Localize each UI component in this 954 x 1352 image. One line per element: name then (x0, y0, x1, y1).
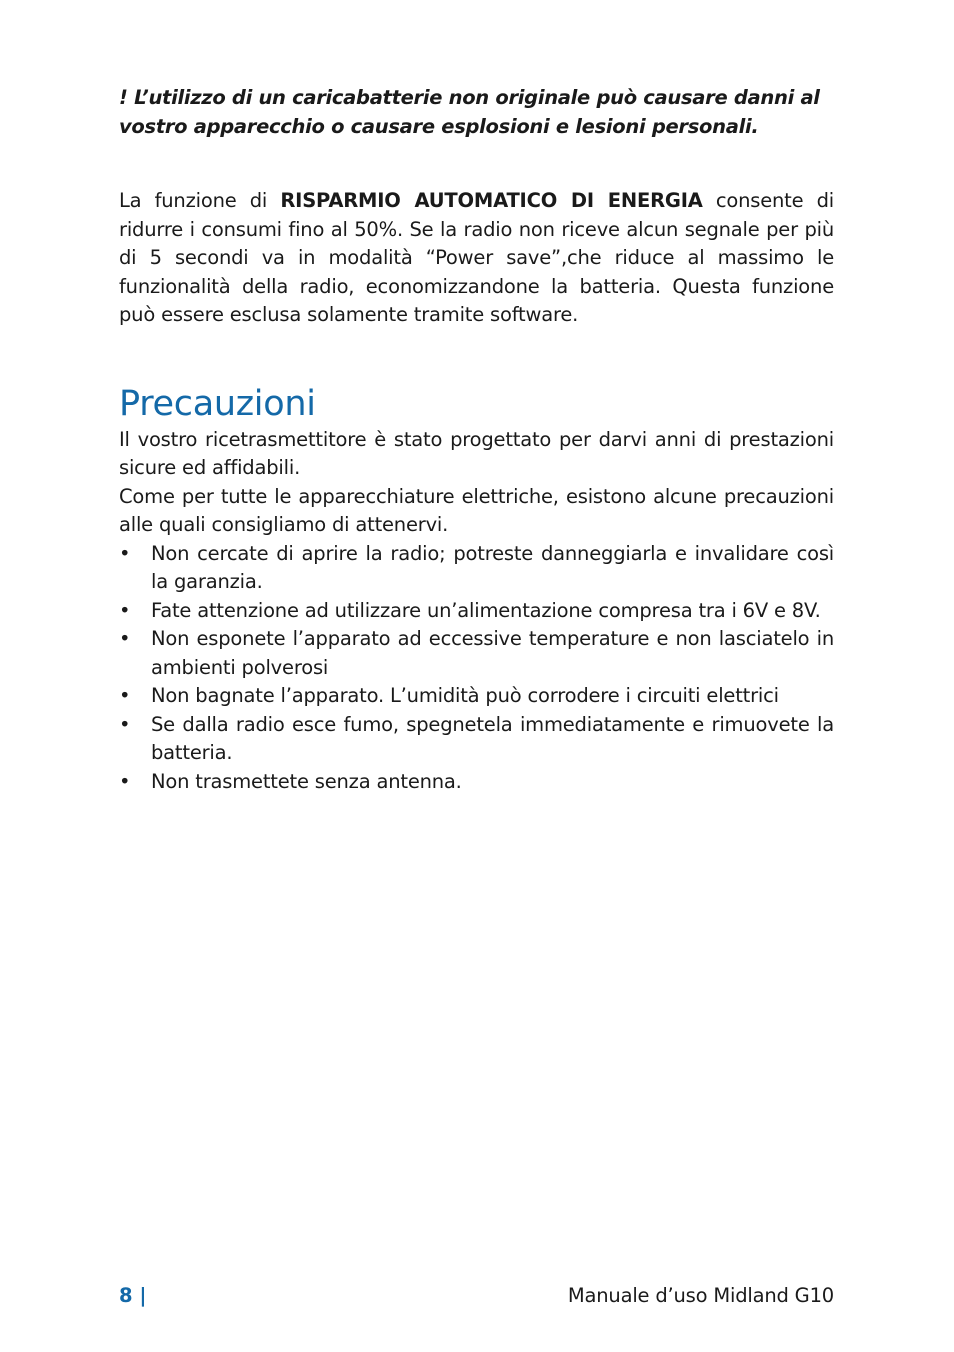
page-content (119, 84, 834, 796)
bullet-icon: • (119, 712, 131, 736)
list-item-text: Fate attenzione ad utilizzare un’alimentazione compresa tra i 6V e 8V. (151, 598, 821, 622)
bullet-icon: • (119, 541, 131, 565)
power-save-paragraph (119, 187, 834, 330)
list-item (119, 625, 834, 682)
intro-text-start: La funzione di (119, 189, 281, 212)
section-body (119, 426, 834, 797)
section-paragraph-1: Il vostro ricetrasmettitore è stato progettato per darvi anni di prestazioni sicure ed affidabili. (119, 427, 834, 479)
power-save-feature-name: RISPARMIO AUTOMATICO DI ENERGIA (280, 189, 703, 212)
page-number: 8 | (119, 1284, 147, 1307)
list-item (119, 597, 834, 626)
list-item-text: Non trasmettete senza antenna. (151, 769, 462, 793)
list-item-text: Se dalla radio esce fumo, spegnetela immediatamente e rimuovete la batteria. (151, 712, 834, 764)
list-item-text: Non esponete l’apparato ad eccessive temperature e non lasciatelo in ambienti polverosi (151, 627, 834, 679)
list-item (119, 682, 834, 711)
bullet-icon: • (119, 598, 131, 622)
intro-text-end: consente di ridurre i consumi fino al 50%. Se la radio non riceve alcun segnale per più di 5 secondi va in modalità “Power save”,che riduce al massimo le funzionalità della radio, economizzandone la batteria. Questa funzione può essere esclusa solamente tramite software. (119, 189, 835, 326)
bullet-icon: • (119, 684, 131, 707)
manual-title: Manuale d’uso Midland G10 (567, 1284, 834, 1307)
precautions-list (119, 540, 834, 797)
page-footer (119, 1284, 834, 1314)
list-item-text: Non bagnate l’apparato. L’umidità può corrodere i circuiti elettrici (151, 684, 779, 707)
list-item (119, 711, 834, 768)
list-item (119, 540, 834, 597)
list-item (119, 768, 834, 797)
section-paragraph-2: Come per tutte le apparecchiature elettriche, esistono alcune precauzioni alle quali consigliamo di attenervi. (119, 484, 834, 536)
list-item-text: Non cercate di aprire la radio; potreste danneggiarla e invalidare così la garanzia. (151, 541, 834, 593)
section-heading: Precauzioni (119, 383, 316, 424)
warning-note: ! L’utilizzo di un caricabatterie non originale può causare danni al vostro apparecchio o causare esplosioni e lesioni personali. (119, 86, 820, 138)
bullet-icon: • (119, 769, 131, 793)
bullet-icon: • (119, 627, 131, 650)
